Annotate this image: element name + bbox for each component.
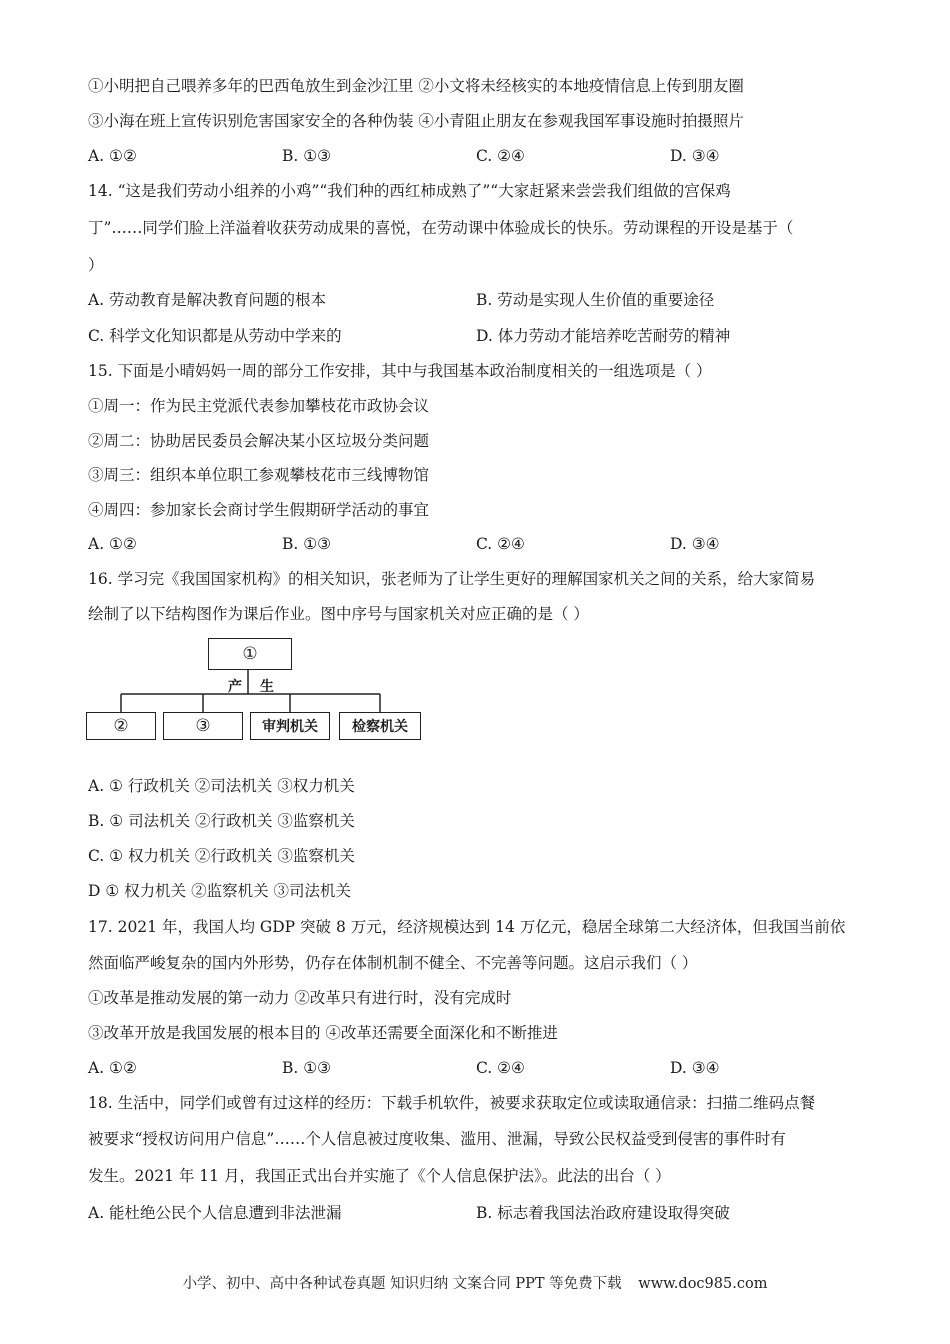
q13-item-3-4: ③小海在班上宣传识别危害国家安全的各种伪装 ④小青阻止朋友在参观我国军事设施时拍摄照片 <box>88 112 744 130</box>
diagram-label-chan: 产 <box>228 679 242 695</box>
q16-option-b: B. ① 司法机关 ②行政机关 ③监察机关 <box>88 812 355 830</box>
q13-option-b: B. ①③ <box>282 147 332 165</box>
q16-option-d: D ① 权力机关 ②监察机关 ③司法机关 <box>88 882 352 900</box>
q14-option-b: B. 劳动是实现人生价值的重要途径 <box>476 291 715 309</box>
state-organs-structure-diagram <box>86 636 422 744</box>
q14-option-a: A. 劳动教育是解决教育问题的根本 <box>88 291 327 309</box>
q18-stem-line-1: 18. 生活中，同学们或曾有过这样的经历：下载手机软件，被要求获取定位或读取通信录：扫描二维码点餐 <box>88 1094 816 1112</box>
q14-stem-line-2: 丁”……同学们脸上洋溢着收获劳动成果的喜悦，在劳动课中体验成长的快乐。劳动课程的开设是基于（ <box>88 219 794 237</box>
q15-option-b: B. ①③ <box>282 535 332 553</box>
q16-option-a: A. ① 行政机关 ②司法机关 ③权力机关 <box>88 777 355 795</box>
diagram-box-court: 审判机关 <box>250 712 330 740</box>
q15-item-3: ③周三：组织本单位职工参观攀枝花市三线博物馆 <box>88 466 430 484</box>
q13-option-c: C. ②④ <box>476 147 525 165</box>
diagram-label-sheng: 生 <box>260 679 274 695</box>
q15-option-d: D. ③④ <box>670 535 720 553</box>
q16-option-c: C. ① 权力机关 ②行政机关 ③监察机关 <box>88 847 355 865</box>
q16-stem-line-1: 16. 学习完《我国国家机构》的相关知识，张老师为了让学生更好的理解国家机关之间的关系，给大家简易 <box>88 570 816 588</box>
q15-item-1: ①周一：作为民主党派代表参加攀枝花市政协会议 <box>88 397 430 415</box>
q14-option-c: C. 科学文化知识都是从劳动中学来的 <box>88 327 342 345</box>
q17-stem-line-2: 然面临严峻复杂的国内外形势，仍存在体制机制不健全、不完善等问题。这启示我们（ ） <box>88 954 698 972</box>
q16-stem-line-2: 绘制了以下结构图作为课后作业。图中序号与国家机关对应正确的是（ ） <box>88 605 589 623</box>
q15-option-c: C. ②④ <box>476 535 525 553</box>
footer-text: 小学、初中、高中各种试卷真题 知识归纳 文案合同 PPT 等免费下载 <box>182 1276 622 1292</box>
q18-option-a: A. 能杜绝公民个人信息遭到非法泄漏 <box>88 1204 342 1222</box>
q15-option-a: A. ①② <box>88 535 137 553</box>
q14-stem-line-3: ） <box>88 256 104 274</box>
page-footer <box>0 1272 950 1293</box>
diagram-box-3: ③ <box>163 712 243 740</box>
q17-item-1-2: ①改革是推动发展的第一动力 ②改革只有进行时，没有完成时 <box>88 989 512 1007</box>
q14-option-d: D. 体力劳动才能培养吃苦耐劳的精神 <box>476 327 731 345</box>
q14-stem-line-1: 14. “这是我们劳动小组养的小鸡”“我们种的西红柿成熟了”“大家赶紧来尝尝我们组做的宫保鸡 <box>88 182 731 200</box>
diagram-box-procuratorate: 检察机关 <box>339 712 421 740</box>
q18-stem-line-3: 发生。2021 年 11 月，我国正式出台并实施了《个人信息保护法》。此法的出台（ ） <box>88 1167 671 1185</box>
q18-option-b: B. 标志着我国法治政府建设取得突破 <box>476 1204 730 1222</box>
q13-option-a: A. ①② <box>88 147 137 165</box>
q17-option-b: B. ①③ <box>282 1059 332 1077</box>
diagram-top-box: ① <box>208 638 292 670</box>
q18-stem-line-2: 被要求“授权访问用户信息”……个人信息被过度收集、滥用、泄漏，导致公民权益受到侵害的事件时有 <box>88 1130 786 1148</box>
q13-item-1-2: ①小明把自己喂养多年的巴西龟放生到金沙江里 ②小文将未经核实的本地疫情信息上传到朋友圈 <box>88 77 744 95</box>
q17-option-a: A. ①② <box>88 1059 137 1077</box>
q17-option-c: C. ②④ <box>476 1059 525 1077</box>
q17-option-d: D. ③④ <box>670 1059 720 1077</box>
q15-item-2: ②周二：协助居民委员会解决某小区垃圾分类问题 <box>88 432 430 450</box>
q15-item-4: ④周四：参加家长会商讨学生假期研学活动的事宜 <box>88 501 430 519</box>
q17-item-3-4: ③改革开放是我国发展的根本目的 ④改革还需要全面深化和不断推进 <box>88 1024 558 1042</box>
diagram-box-2: ② <box>86 712 156 740</box>
footer-url[interactable]: www.doc985.com <box>638 1276 768 1292</box>
q13-option-d: D. ③④ <box>670 147 720 165</box>
q15-stem: 15. 下面是小晴妈妈一周的部分工作安排，其中与我国基本政治制度相关的一组选项是（ ） <box>88 362 712 380</box>
q17-stem-line-1: 17. 2021 年，我国人均 GDP 突破 8 万元，经济规模达到 14 万亿元，稳居全球第二大经济体，但我国当前依 <box>88 918 846 936</box>
